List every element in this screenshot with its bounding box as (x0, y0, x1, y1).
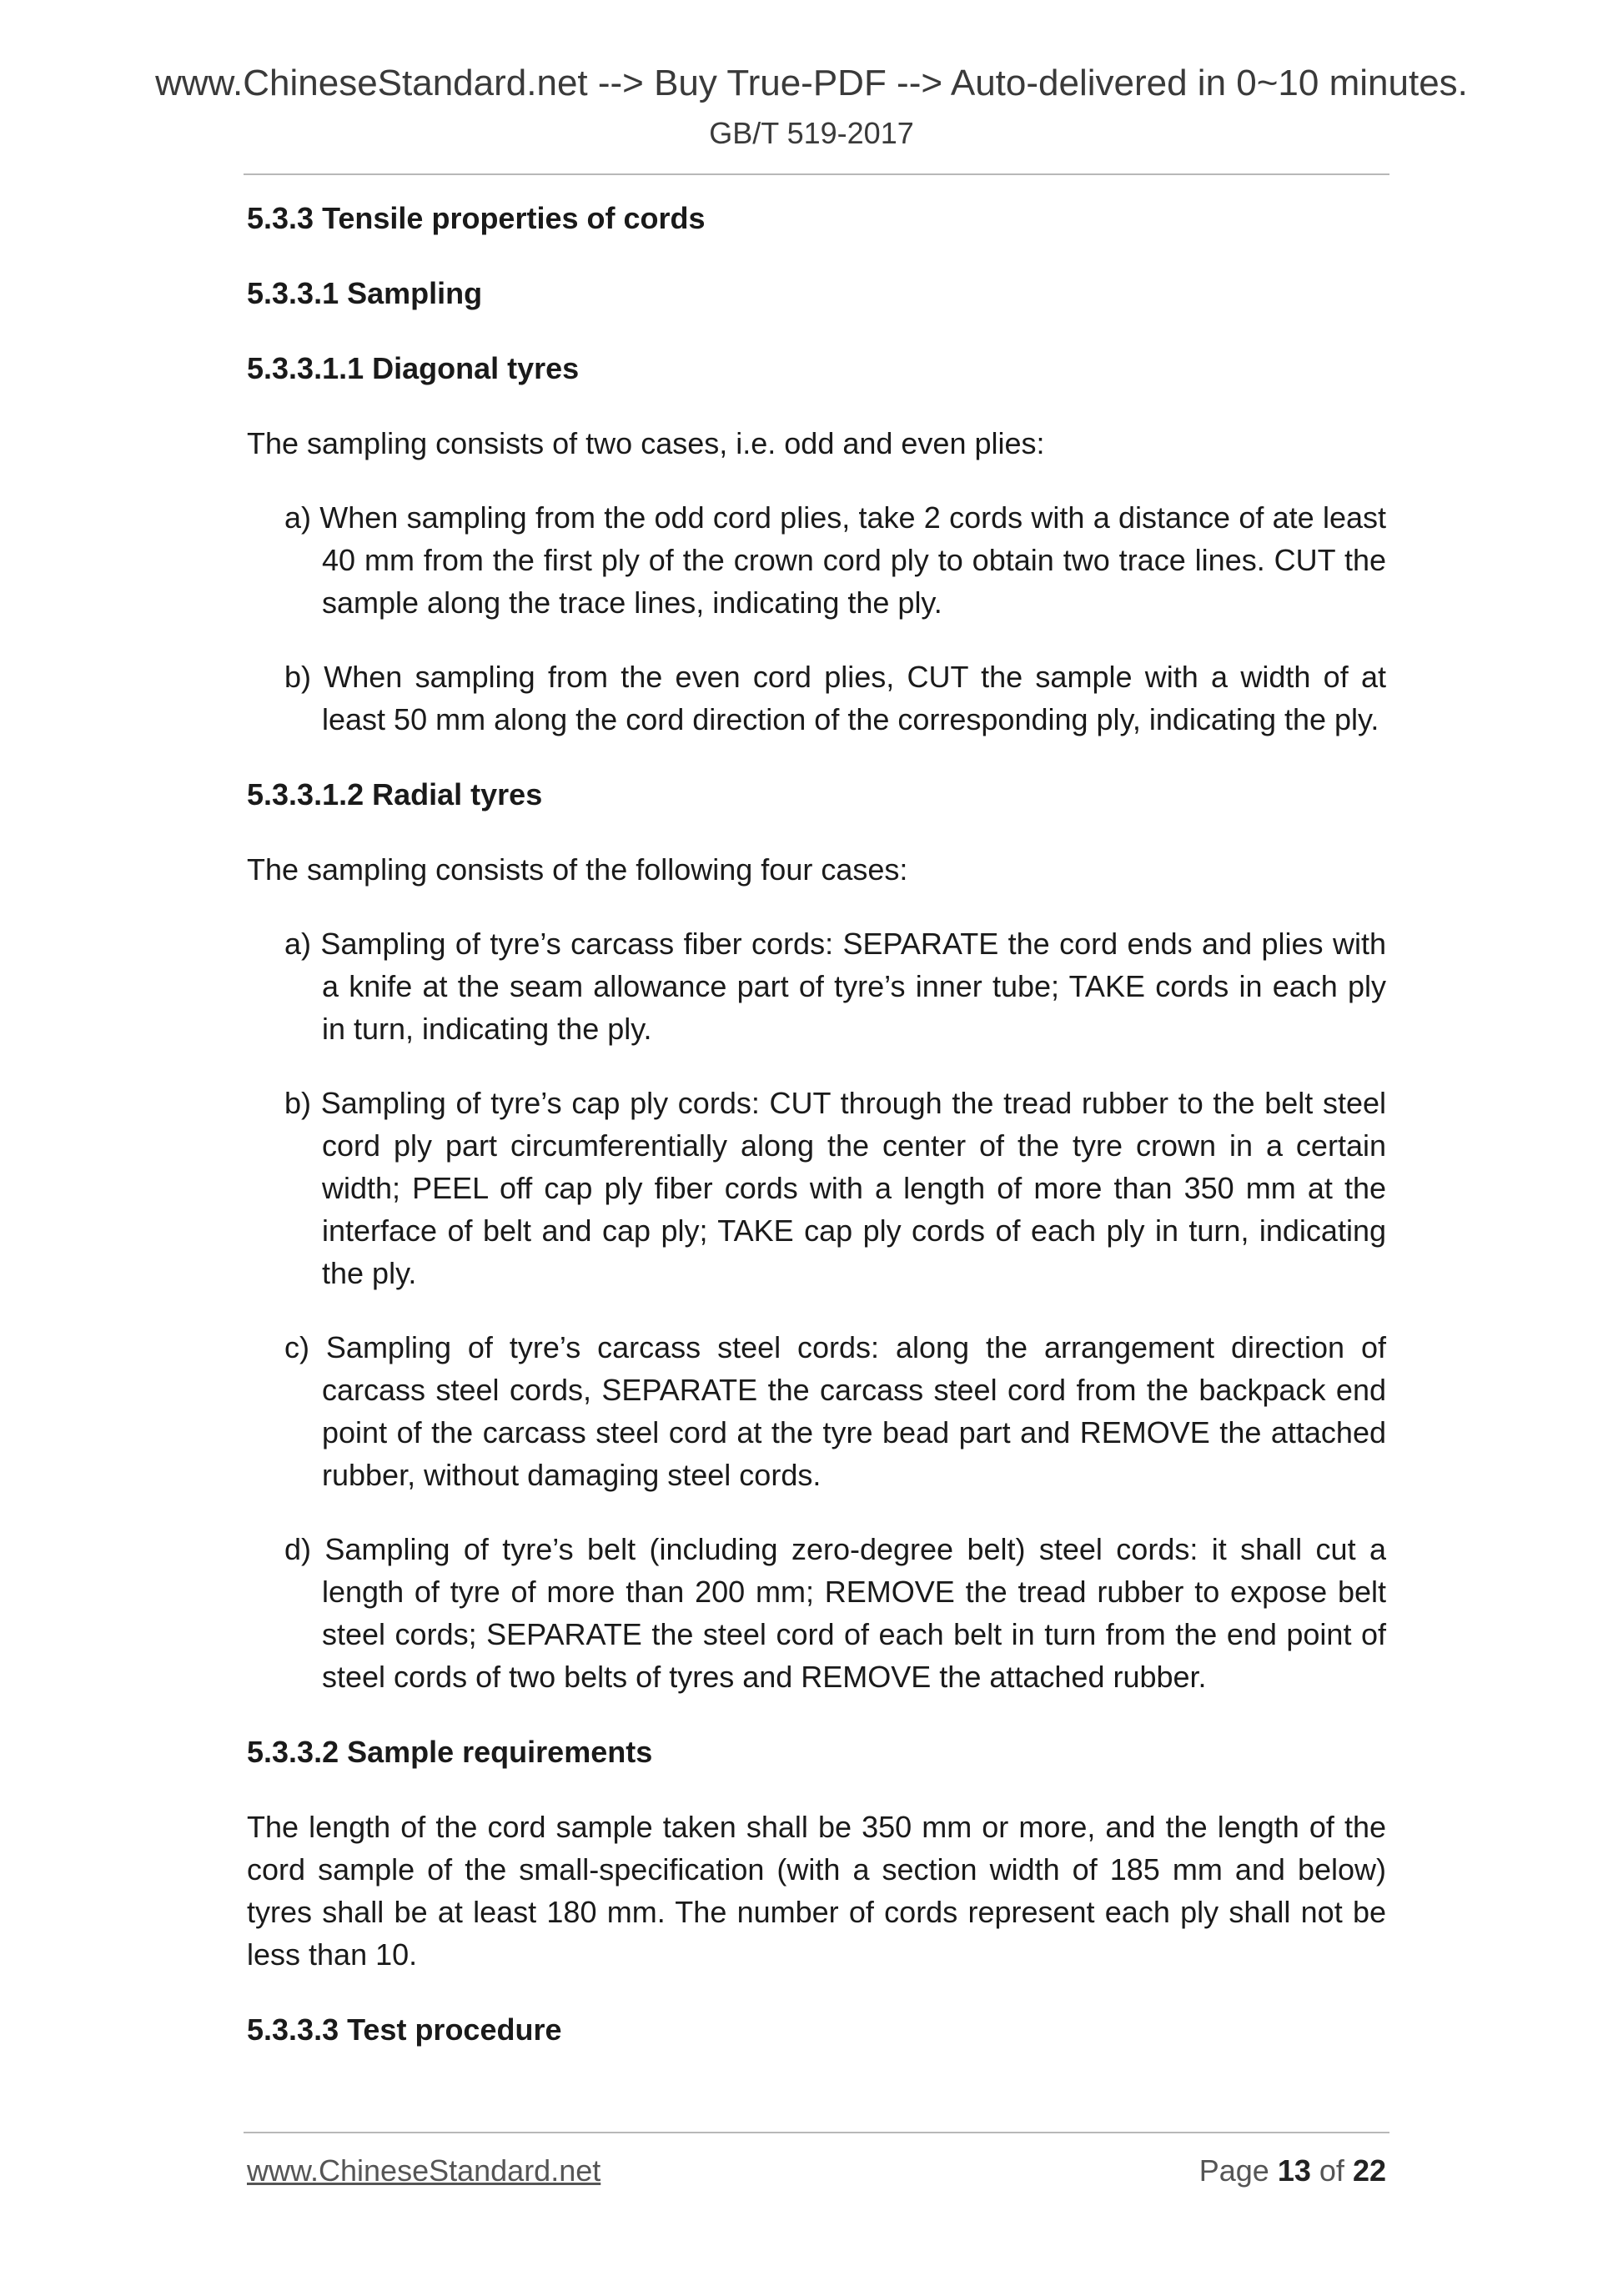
page-number (1199, 2150, 1386, 2192)
list-item-diagonal-a: a) When sampling from the odd cord plies, take 2 cords with a distance of ate least 40 mm from the first ply of the crown cord ply to obtain two trace lines. CUT the sample along the trace lines, indicating the ply. (284, 500, 1386, 620)
list-item-radial-c: c) Sampling of tyre’s carcass steel cords: along the arrangement direction of carcass steel cords, SEPARATE the carcass steel cord from the backpack end point of the carcass steel cord at the tyre bead part and REMOVE the attached rubber, without damaging steel cords. (284, 1330, 1386, 1492)
section-heading-5-3-3: 5.3.3 Tensile properties of cords (247, 201, 706, 235)
list-item-radial-a: a) Sampling of tyre’s carcass fiber cords: SEPARATE the cord ends and plies with a knife at the seam allowance part of tyre’s inner tube; TAKE cords in each ply in turn, indicating the ply. (284, 927, 1386, 1046)
paragraph-sample-requirements: The length of the cord sample taken shall be 350 mm or more, and the length of the cord sample of the small-specification (with a section width of 185 mm and below) tyres shall be at least 180 mm. The number of cords represent each ply shall not be less than 10. (247, 1810, 1386, 1972)
section-heading-5-3-3-1-2: 5.3.3.1.2 Radial tyres (247, 777, 543, 811)
footer-divider (244, 2132, 1389, 2133)
header-divider (244, 173, 1389, 175)
footer-website-link[interactable]: www.ChineseStandard.net (247, 2153, 601, 2188)
list-item-radial-d: d) Sampling of tyre’s belt (including zero-degree belt) steel cords: it shall cut a length of tyre of more than 200 mm; REMOVE the tread rubber to expose belt steel cords; SEPARATE the steel cord of each belt in turn from the end point of steel cords of two belts of tyres and REMOVE the attached rubber. (284, 1532, 1386, 1694)
header-banner: www.ChineseStandard.net --> Buy True-PDF --> Auto-delivered in 0~10 minutes. (155, 63, 1468, 103)
section-heading-5-3-3-2: 5.3.3.2 Sample requirements (247, 1735, 653, 1769)
page-of: of (1319, 2153, 1344, 2188)
page-header (0, 58, 1623, 153)
section-heading-5-3-3-3: 5.3.3.3 Test procedure (247, 2012, 562, 2047)
paragraph-radial-intro: The sampling consists of the following four cases: (247, 852, 908, 887)
page-total: 22 (1352, 2153, 1386, 2188)
page-current: 13 (1277, 2153, 1311, 2188)
list-item-diagonal-b: b) When sampling from the even cord plies, CUT the sample with a width of at least 50 mm along the cord direction of the corresponding ply, indicating the ply. (284, 660, 1386, 736)
section-heading-5-3-3-1: 5.3.3.1 Sampling (247, 276, 483, 310)
list-item-radial-b: b) Sampling of tyre’s cap ply cords: CUT through the tread rubber to the belt steel cord ply part circumferentially along the center of the tyre crown in a certain width; PEEL off cap ply fiber cords with a length of more than 350 mm at the interface of belt and cap ply; TAKE cap ply cords of each ply in turn, indicating the ply. (284, 1086, 1386, 1290)
document-body (247, 197, 1386, 2051)
standard-number: GB/T 519-2017 (709, 116, 914, 150)
paragraph-diagonal-intro: The sampling consists of two cases, i.e. odd and even plies: (247, 426, 1045, 460)
section-heading-5-3-3-1-1: 5.3.3.1.1 Diagonal tyres (247, 351, 580, 385)
page-label: Page (1198, 2153, 1269, 2188)
